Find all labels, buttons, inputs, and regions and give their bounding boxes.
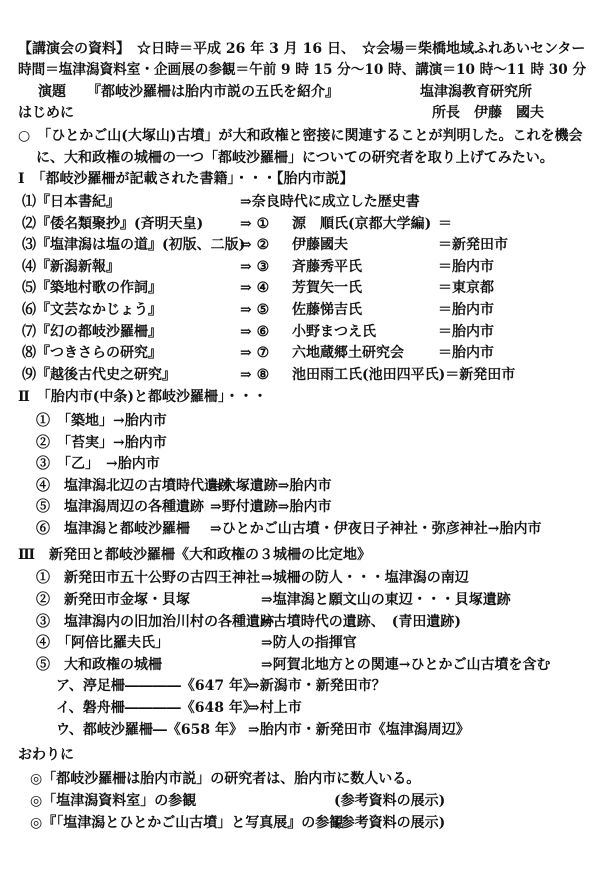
researcher-city: ＝胎内市 [438, 302, 494, 318]
section-3-subitem-arrow: ⇒村上市 [248, 700, 302, 716]
organization-name: 塩津潟教育研究所 [420, 84, 532, 100]
section-2-item-arrow: ⇒ひとかご山古墳・伊夜日子神社・弥彦神社→胎内市 [210, 521, 542, 537]
section-3-item: ⑤ 大和政権の城柵 [36, 657, 162, 673]
section-3-item-arrow: ⇒塩津潟と願文山の東辺・・・貝塚遺跡 [261, 592, 511, 608]
book-arrow: ⇒ ③ [240, 259, 270, 275]
section-3-item-arrow: ⇒阿賀北地方との関連→ひとかご山古墳を含む [261, 657, 551, 673]
book-title: ⑵『倭名類聚抄』(斉明天皇) [22, 216, 204, 232]
book-title: ⑶『塩津潟は塩の道』(初版、二版) [22, 237, 246, 253]
intro-paragraph-line-2: に、大和政権の城柵の一つ「都岐沙羅柵」についての研究者を取り上げてみたい。 [36, 150, 554, 166]
section-2-item: ③ 「乙」 →胎内市 [36, 456, 160, 472]
section-2-item: ① 「築地」→胎内市 [36, 413, 167, 429]
closing-item-note: (参考資料の展示) [334, 815, 446, 831]
section-3-subitem: ウ、都岐沙羅柵―《658 年》 [56, 722, 243, 738]
researcher-city: ＝ [438, 216, 452, 232]
book-arrow: ⇒ ⑤ [240, 302, 270, 318]
closing-heading: おわりに [18, 747, 74, 763]
section-2-item: ⑤ 塩津潟周辺の各種遺跡 [36, 499, 204, 515]
book-title: ⑺『幻の都岐沙羅柵』 [22, 324, 162, 340]
section-2-item-arrow: ⇒大塚遺跡⇒胎内市 [210, 478, 332, 494]
lecture-title: 演題 『都岐沙羅柵は胎内市説の五氏を紹介』 [38, 84, 339, 100]
section-3-item-arrow: ⇒防人の指揮官 [261, 635, 357, 651]
author-name: 所長 伊藤 國夫 [432, 105, 544, 121]
book-title: ⑻『つきさらの研究』 [22, 345, 162, 361]
section-1-heading: Ⅰ 「都岐沙羅柵が記載された書籍」・・・【胎内市説】 [18, 171, 354, 187]
header-line-2: 時間＝塩津潟資料室・企画展の参観＝午前 9 時 15 分～10 時、講演＝10 時～11 時 30 分 [18, 62, 587, 78]
section-3-item: ② 新発田市金塚・貝塚 [36, 592, 190, 608]
section-3-item-arrow: ⇒古墳時代の遺跡、 (青田遺跡) [261, 614, 461, 630]
researcher-city: ＝新発田市 [438, 237, 508, 253]
section-2-item: ④ 塩津潟北辺の古墳時代遺跡 [36, 478, 232, 494]
section-3-item: ① 新発田市五十公野の古四王神社 [36, 570, 260, 586]
researcher-name: 斉藤秀平氏 [292, 259, 362, 275]
book-arrow: ⇒ ⑦ [240, 345, 270, 361]
book-arrow: ⇒ ① [240, 216, 270, 232]
intro-label: はじめに [18, 105, 74, 121]
book-arrow: ⇒ ⑥ [240, 324, 270, 340]
book-arrow: ⇒奈良時代に成立した歴史書 [240, 194, 420, 210]
section-3-subitem: イ、磐舟柵――――《648 年》 [56, 700, 257, 716]
section-3-item: ③ 塩津潟内の旧加治川村の各種遺跡 [36, 614, 274, 630]
researcher-name: 池田雨工氏(池田四平氏)＝新発田市 [292, 367, 516, 383]
closing-item: ◎「都岐沙羅柵は胎内市説」の研究者は、胎内市に数人いる。 [30, 771, 421, 787]
book-title: ⑷『新潟新報』 [22, 259, 120, 275]
researcher-name: 源 順氏(京都大学編) [292, 216, 432, 232]
book-title: ⑹『文芸なかじょう』 [22, 302, 162, 318]
closing-item: ◎「塩津潟資料室」の参観 [30, 793, 197, 809]
header-line-1: 【講演会の資料】 ☆日時＝平成 26 年 3 月 16 日、 ☆会場＝柴橋地域ふれあいセンター [18, 41, 586, 57]
researcher-city: ＝胎内市 [438, 345, 494, 361]
researcher-name: 芳賀矢一氏 [292, 280, 362, 296]
section-3-heading: Ⅲ 新発田と都岐沙羅柵《大和政権の３城柵の比定地》 [18, 547, 372, 563]
book-title: ⑴『日本書紀』 [22, 194, 120, 210]
researcher-city: ＝東京都 [438, 280, 494, 296]
closing-item: ◎『「塩津潟とひとかご山古墳」と写真展』の参観 [30, 815, 344, 831]
book-title: ⑸『築地村歌の作詞』 [22, 280, 162, 296]
researcher-name: 小野まつえ氏 [292, 324, 376, 340]
book-arrow: ⇒ ② [240, 237, 270, 253]
section-3-subitem: ア、渟足柵――――《647 年》 [56, 678, 257, 694]
section-2-item: ② 「苔実」→胎内市 [36, 435, 167, 451]
section-2-item: ⑥ 塩津潟と都岐沙羅柵 [36, 521, 190, 537]
researcher-city: ＝胎内市 [438, 259, 494, 275]
book-arrow: ⇒ ⑧ [240, 367, 270, 383]
intro-paragraph-line-1: ○ 「ひとかご山(大塚山)古墳」が大和政権と密接に関連することが判明した。これを機会 [18, 128, 583, 144]
researcher-name: 佐藤悌吉氏 [292, 302, 362, 318]
section-3-subitem-arrow: ⇒新潟市・新発田市？ [248, 678, 386, 694]
section-3-subitem-arrow: ⇒胎内市・新発田市《塩津潟周辺》 [248, 722, 470, 738]
closing-item-note: (参考資料の展示) [334, 793, 446, 809]
section-2-heading: Ⅱ 「胎内市(中条)と都岐沙羅柵」・・・ [18, 389, 268, 405]
section-3-item: ④ 「阿倍比羅夫氏」 [36, 635, 169, 651]
section-2-item-arrow: ⇒野付遺跡⇒胎内市 [210, 499, 332, 515]
researcher-name: 六地蔵郷土研究会 [292, 345, 404, 361]
researcher-city: ＝胎内市 [438, 324, 494, 340]
researcher-name: 伊藤國夫 [292, 237, 348, 253]
section-3-item-arrow: ⇒城柵の防人・・・塩津潟の南辺 [261, 570, 469, 586]
book-title: ⑼『越後古代史之研究』 [22, 367, 176, 383]
book-arrow: ⇒ ④ [240, 280, 270, 296]
